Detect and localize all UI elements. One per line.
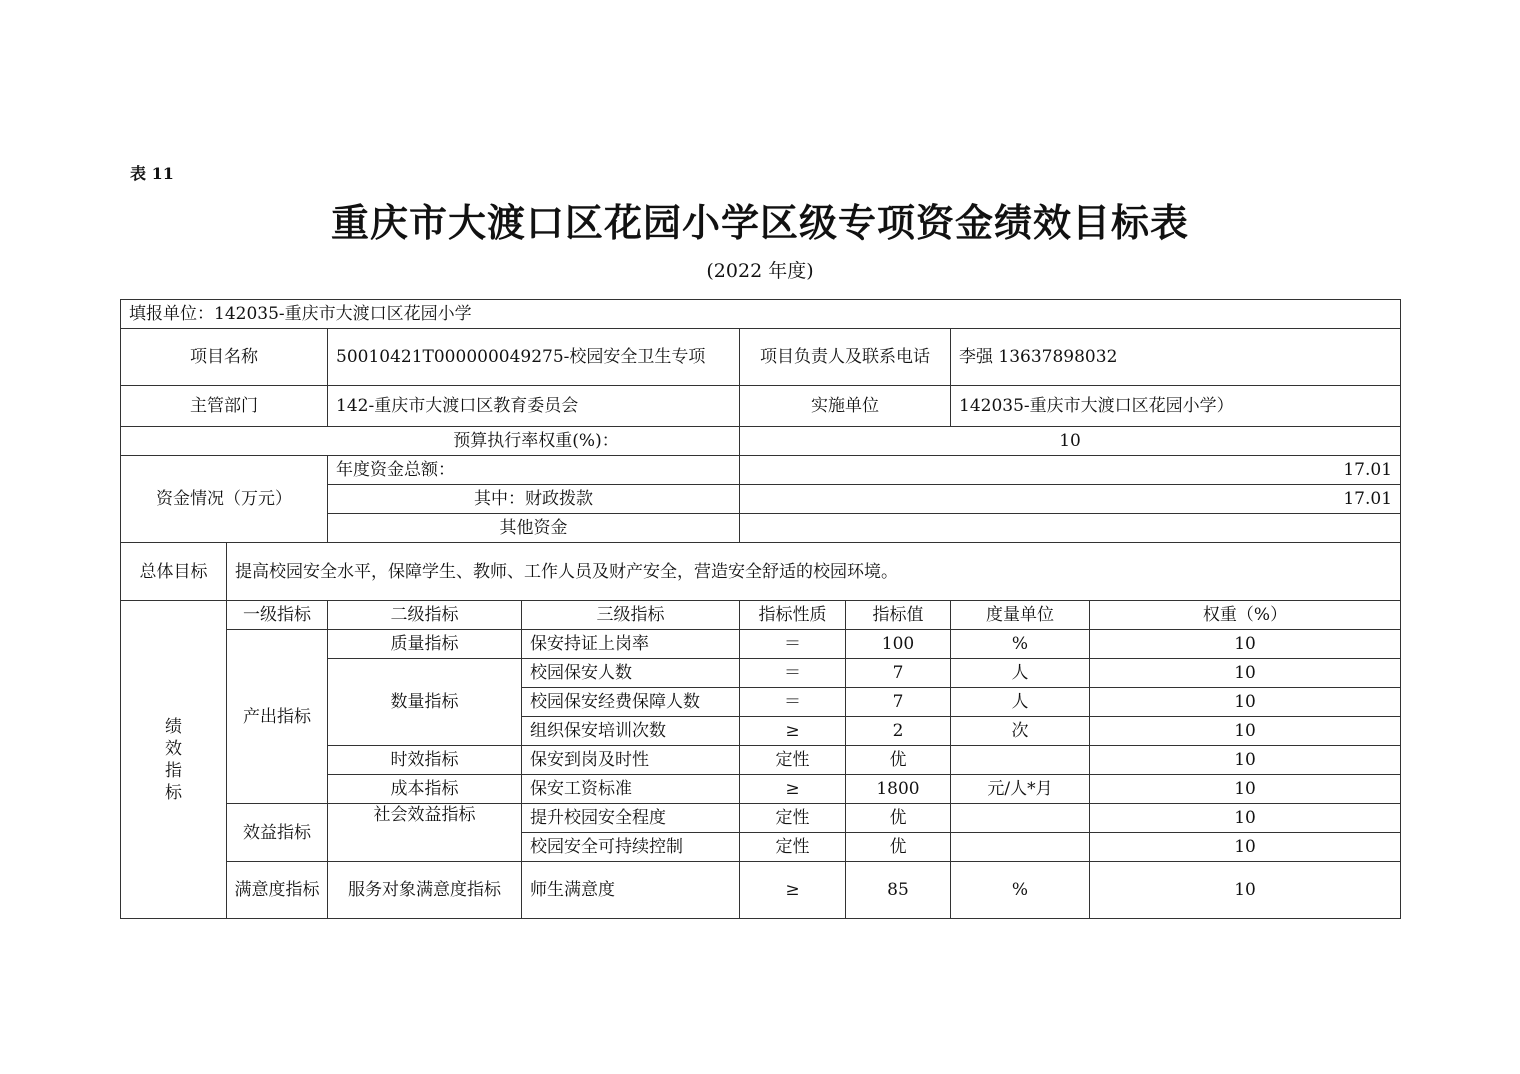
- indicator-nature: 定性: [740, 804, 846, 833]
- level1-output: 产出指标: [227, 630, 328, 804]
- indicator-nature: 定性: [740, 833, 846, 862]
- indicator-value: 优: [846, 804, 951, 833]
- level1-benefit: 效益指标: [227, 804, 328, 862]
- indicator-nature: ＝: [740, 688, 846, 717]
- indicator-name: 保安工资标准: [522, 775, 740, 804]
- indicator-nature: ＝: [740, 630, 846, 659]
- indicator-weight: 10: [1090, 862, 1401, 919]
- level1-satisfaction: 满意度指标: [227, 862, 328, 919]
- indicator-weight: 10: [1090, 630, 1401, 659]
- indicator-name: 保安持证上岗率: [522, 630, 740, 659]
- indicator-name: 师生满意度: [522, 862, 740, 919]
- fund-total-row: [121, 456, 1401, 485]
- fill-unit: 填报单位：142035-重庆市大渡口区花园小学: [121, 300, 1401, 329]
- contact-value: 李强 13637898032: [951, 329, 1401, 386]
- indicator-unit: [951, 746, 1090, 775]
- project-name-value: 50010421T000000049275-校园安全卫生专项: [328, 329, 740, 386]
- indicator-unit: [951, 833, 1090, 862]
- page-title: 重庆市大渡口区花园小学区级专项资金绩效目标表: [330, 201, 1189, 245]
- level2-social-benefit: 社会效益指标: [328, 804, 522, 862]
- dept-value: 142-重庆市大渡口区教育委员会: [328, 386, 740, 427]
- indicator-value: 1800: [846, 775, 951, 804]
- fund-label: 资金情况（万元）: [121, 456, 328, 543]
- project-name-label: 项目名称: [121, 329, 328, 386]
- table-row: [121, 630, 1401, 659]
- page-subtitle: (2022 年度): [706, 260, 814, 282]
- fund-total-label: 年度资金总额：: [328, 456, 740, 485]
- table-number: 表 11: [130, 164, 174, 183]
- indicator-weight: 10: [1090, 717, 1401, 746]
- indicator-nature: ≥: [740, 717, 846, 746]
- indicator-name: 保安到岗及时性: [522, 746, 740, 775]
- indicator-value: 85: [846, 862, 951, 919]
- level2-quality: 质量指标: [328, 630, 522, 659]
- header-level3: 三级指标: [522, 601, 740, 630]
- indicator-weight: 10: [1090, 688, 1401, 717]
- impl-label: 实施单位: [740, 386, 951, 427]
- indicator-weight: 10: [1090, 833, 1401, 862]
- indicator-name: 组织保安培训次数: [522, 717, 740, 746]
- header-level2: 二级指标: [328, 601, 522, 630]
- level2-cost: 成本指标: [328, 775, 522, 804]
- dept-row: [121, 386, 1401, 427]
- project-name-row: [121, 329, 1401, 386]
- perf-header-row: [121, 601, 1401, 630]
- fund-fiscal-label: 其中：财政拨款: [328, 485, 740, 514]
- indicator-value: 7: [846, 659, 951, 688]
- fund-other-value: [740, 514, 1401, 543]
- indicator-weight: 10: [1090, 775, 1401, 804]
- dept-label: 主管部门: [121, 386, 328, 427]
- indicator-value: 2: [846, 717, 951, 746]
- indicator-unit: %: [951, 862, 1090, 919]
- header-weight: 权重（%）: [1090, 601, 1401, 630]
- indicator-nature: ≥: [740, 775, 846, 804]
- header-level1: 一级指标: [227, 601, 328, 630]
- indicator-name: 提升校园安全程度: [522, 804, 740, 833]
- budget-weight-label: 预算执行率权重(%)：: [121, 427, 740, 456]
- indicator-weight: 10: [1090, 746, 1401, 775]
- table-row: [121, 804, 1401, 833]
- fund-total-value: 17.01: [740, 456, 1401, 485]
- fill-unit-row: [121, 300, 1401, 329]
- contact-label: 项目负责人及联系电话: [740, 329, 951, 386]
- goal-value: 提高校园安全水平，保障学生、教师、工作人员及财产安全，营造安全舒适的校园环境。: [227, 543, 1401, 601]
- indicator-unit: 人: [951, 659, 1090, 688]
- indicator-value: 优: [846, 746, 951, 775]
- indicator-name: 校园安全可持续控制: [522, 833, 740, 862]
- budget-weight-row: [121, 427, 1401, 456]
- perf-section-label: 绩效指标: [121, 601, 227, 919]
- indicator-nature: 定性: [740, 746, 846, 775]
- indicator-unit: [951, 804, 1090, 833]
- indicator-value: 100: [846, 630, 951, 659]
- header-nature: 指标性质: [740, 601, 846, 630]
- goal-label: 总体目标: [121, 543, 227, 601]
- level2-quantity: 数量指标: [328, 659, 522, 746]
- fund-other-label: 其他资金: [328, 514, 740, 543]
- indicator-unit: 人: [951, 688, 1090, 717]
- header-unit: 度量单位: [951, 601, 1090, 630]
- goal-row: [121, 543, 1401, 601]
- indicator-name: 校园保安人数: [522, 659, 740, 688]
- indicator-value: 7: [846, 688, 951, 717]
- level2-service-satisfaction: 服务对象满意度指标: [328, 862, 522, 919]
- indicator-unit: %: [951, 630, 1090, 659]
- indicator-weight: 10: [1090, 804, 1401, 833]
- indicator-nature: ≥: [740, 862, 846, 919]
- indicator-weight: 10: [1090, 659, 1401, 688]
- level2-timeliness: 时效指标: [328, 746, 522, 775]
- fund-fiscal-value: 17.01: [740, 485, 1401, 514]
- indicator-value: 优: [846, 833, 951, 862]
- impl-value: 142035-重庆市大渡口区花园小学）: [951, 386, 1401, 427]
- performance-target-table: [120, 299, 1401, 919]
- indicator-unit: 元/人*月: [951, 775, 1090, 804]
- budget-weight-value: 10: [740, 427, 1401, 456]
- table-row: [121, 862, 1401, 919]
- indicator-nature: ＝: [740, 659, 846, 688]
- indicator-unit: 次: [951, 717, 1090, 746]
- indicator-name: 校园保安经费保障人数: [522, 688, 740, 717]
- header-value: 指标值: [846, 601, 951, 630]
